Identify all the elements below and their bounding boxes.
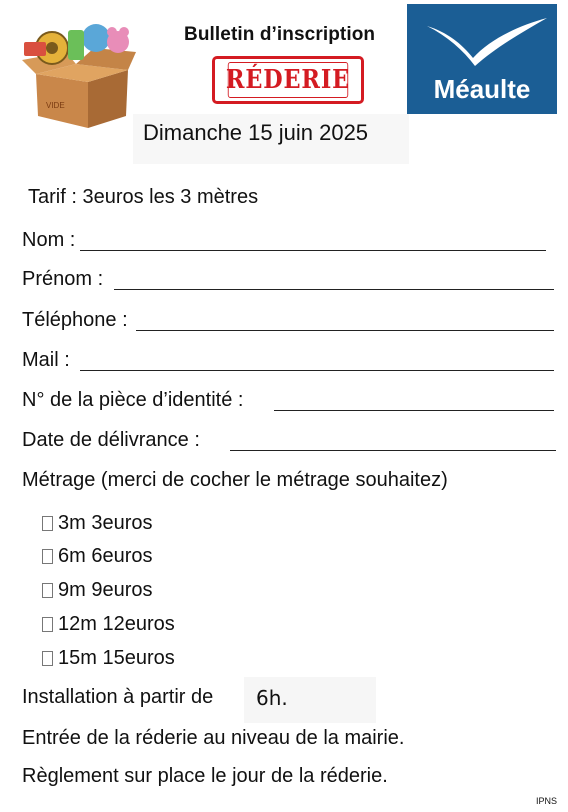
rederie-stamp	[212, 56, 364, 104]
form-title: Bulletin d’inscription	[184, 24, 376, 45]
metrage-label: Métrage (merci de cocher le métrage souhaitez)	[22, 469, 448, 491]
telephone-field[interactable]	[136, 330, 554, 331]
piece-identite-label: N° de la pièce d’identité :	[22, 389, 244, 411]
prenom-label: Prénom :	[22, 268, 104, 290]
entree-text: Entrée de la réderie au niveau de la mairie.	[22, 727, 405, 749]
option-9m[interactable]	[42, 579, 153, 602]
mail-field[interactable]	[80, 370, 554, 371]
checkbox-3m[interactable]	[42, 516, 53, 531]
option-12m[interactable]	[42, 613, 175, 636]
reglement-text: Règlement sur place le jour de la réderie.	[22, 765, 388, 787]
tarif-text: Tarif : 3euros les 3 mètres	[28, 186, 259, 208]
logo-text: Méaulte	[433, 74, 531, 104]
ipns-tag: IPNS	[536, 796, 558, 806]
date-delivrance-field[interactable]	[230, 450, 556, 451]
prenom-field[interactable]	[114, 289, 554, 290]
checkbox-6m[interactable]	[42, 549, 53, 564]
checkbox-15m[interactable]	[42, 651, 53, 666]
svg-text:VIDE: VIDE	[46, 101, 65, 110]
event-date: Dimanche 15 juin 2025	[143, 120, 369, 145]
mail-label: Mail :	[22, 349, 70, 371]
option-15m[interactable]	[42, 647, 175, 670]
telephone-label: Téléphone :	[22, 309, 128, 331]
option-9m-label: 9m 9euros	[58, 579, 153, 601]
checkbox-12m[interactable]	[42, 617, 53, 632]
stamp-text: RÉDERIE	[228, 62, 348, 98]
option-15m-label: 15m 15euros	[58, 647, 175, 669]
nom-label: Nom :	[22, 229, 76, 251]
installation-label: Installation à partir de	[22, 686, 214, 708]
piece-identite-field[interactable]	[274, 410, 554, 411]
nom-field[interactable]	[80, 250, 546, 251]
option-6m[interactable]	[42, 545, 153, 568]
installation-hour: 6h.	[256, 686, 288, 710]
date-delivrance-label: Date de délivrance :	[22, 429, 200, 451]
meaulte-logo	[407, 4, 557, 114]
option-6m-label: 6m 6euros	[58, 545, 153, 567]
option-3m[interactable]	[42, 512, 153, 535]
option-3m-label: 3m 3euros	[58, 512, 153, 534]
toy-box-illustration	[18, 12, 140, 130]
option-12m-label: 12m 12euros	[58, 613, 175, 635]
checkbox-9m[interactable]	[42, 583, 53, 598]
